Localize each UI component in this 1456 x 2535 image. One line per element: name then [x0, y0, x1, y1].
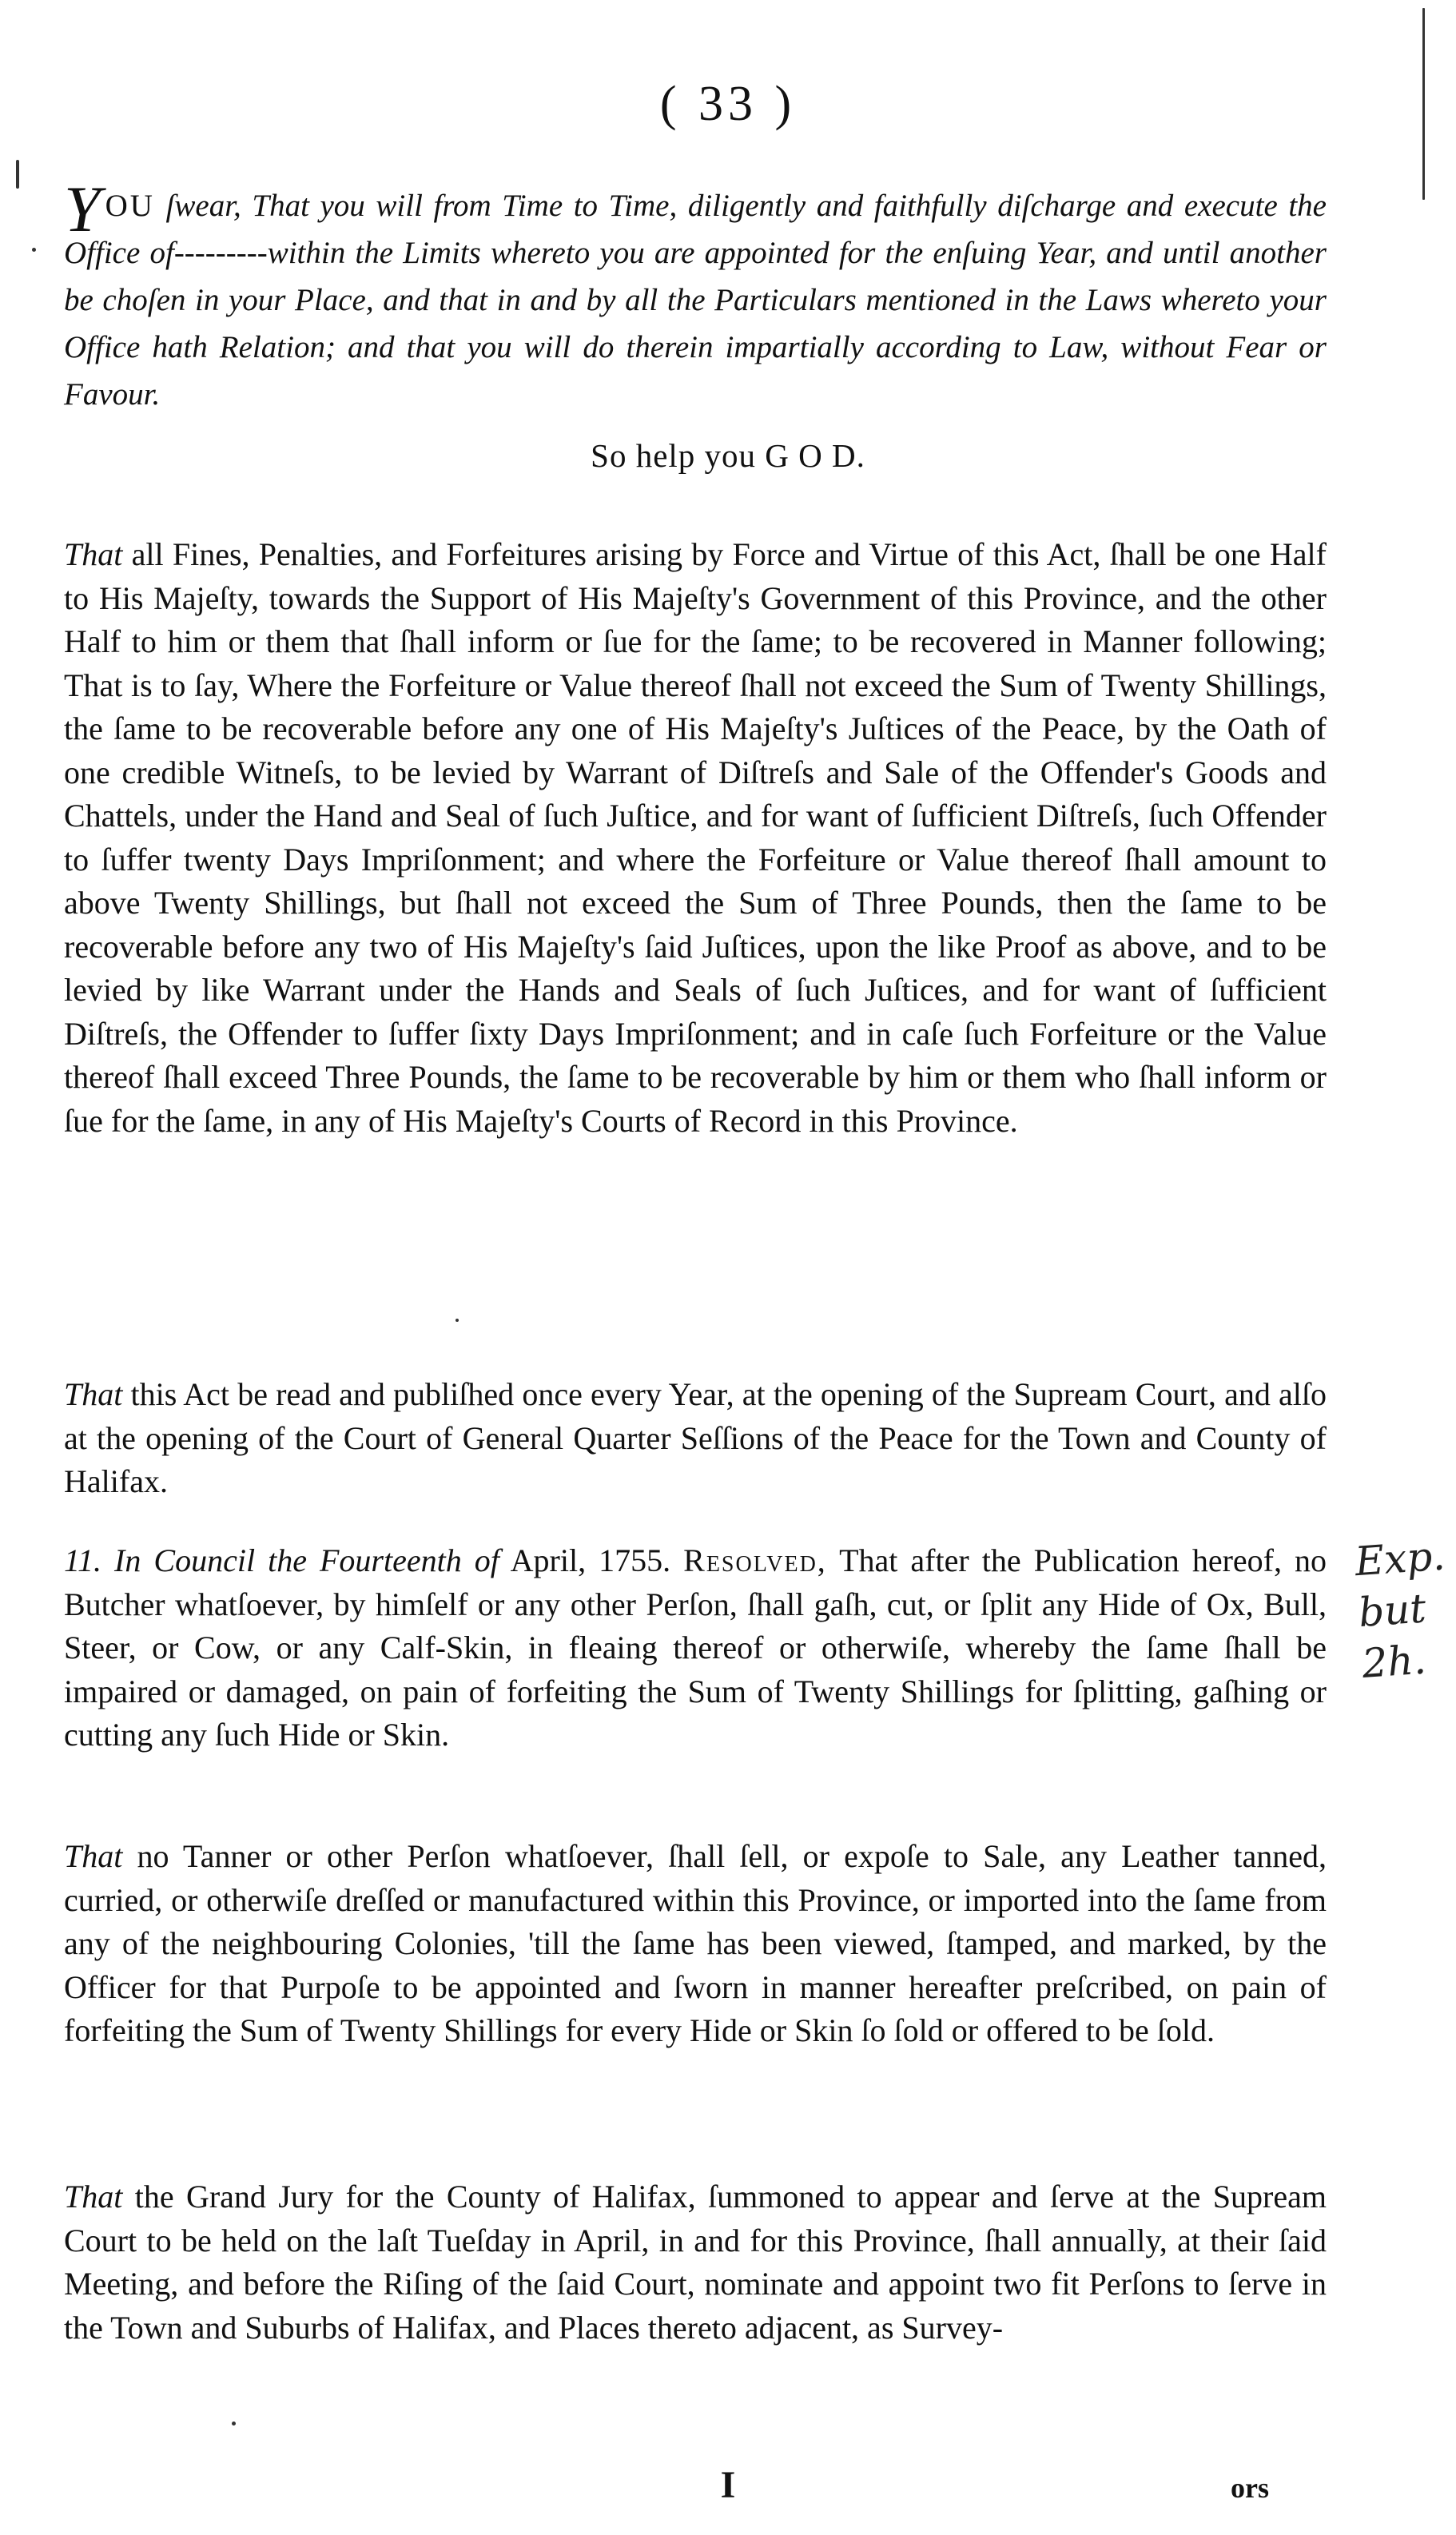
- ink-speck: [1422, 8, 1425, 200]
- ink-speck: [232, 2422, 236, 2426]
- paragraph-fines-penalties: [64, 533, 1327, 1143]
- paragraph-lead: That: [64, 1376, 123, 1412]
- paragraph-tanner-leather: [64, 1835, 1327, 2053]
- paragraph-text: That after the Publication hereof, no Butcher whatſoever, by himſelf or any other Perſon, ſhall gaſh, cut, or ſplit any Hide of Ox, Bull, Steer, or Cow, or any Calf-Skin, in fleaing thereof or otherwiſe, whereby the ſame ſhall be impaired or damaged, on pain of forfeiting the Sum of Twenty Shillings for ſplitting, gaſhing or cutting any ſuch Hide or Skin.: [64, 1542, 1327, 1753]
- page-number: ( 33 ): [659, 77, 797, 131]
- paragraph-grand-jury: [64, 2175, 1327, 2350]
- resolution-date: April, 1755.: [499, 1542, 684, 1578]
- oath-paragraph: [64, 173, 1327, 418]
- paragraph-lead: That: [64, 536, 123, 572]
- paragraph-text: the Grand Jury for the County of Halifax, ſummoned to appear and ſerve at the Supream Court to be held on the laſt Tueſday in April, in and for this Province, ſhall annually, at their ſaid Meeting, and before the Riſing of the ſaid Court, nominate and appoint two fit Perſons to ſerve in the Town and Suburbs of Halifax, and Places thereto adjacent, as Survey-: [64, 2179, 1327, 2346]
- paragraph-text: all Fines, Penalties, and Forfeitures arising by Force and Virtue of this Act, ſhall be one Half to His Majeſty, towards the Support of His Majeſty's Government of this Province, and the other Half to him or them that ſhall inform or ſue for the ſame; to be recovered in Manner following; That is to ſay, Where the Forfeiture or Value thereof ſhall not exceed the Sum of Twenty Shillings, the ſame to be recoverable before any one of His Majeſty's Juſtices of the Peace, by the Oath of one credible Witneſs, to be levied by Warrant of Diſtreſs and Sale of the Offender's Goods and Chattels, under the Hand and Seal of ſuch Juſtice, and for want of ſufficient Diſtreſs, ſuch Offender to ſuffer twenty Days Impriſonment; and where the Forfeiture or Value thereof ſhall amount to above Twenty Shillings, but ſhall not exceed the Sum of Three Pounds, then the ſame to be recoverable before any two of His Majeſty's ſaid Juſtices, upon the like Proof as above, and to be levied by like Warrant under the Hands and Seals of ſuch Juſtices, and for want of ſufficient Diſtreſs, the Offender to ſuffer ſixty Days Impriſonment; and in caſe ſuch Forfeiture or the Value thereof ſhall exceed Three Pounds, the ſame to be recoverable by him or them who ſhall inform or ſue for the ſame, in any of His Majeſty's Courts of Record in this Province.: [64, 536, 1327, 1139]
- signature-mark: I: [720, 2464, 736, 2506]
- ink-speck: [16, 160, 19, 189]
- paragraph-act-publication: [64, 1373, 1327, 1504]
- handwritten-margin-note: Exp. but 2h.: [1353, 1532, 1447, 1687]
- catchword: ors: [1231, 2472, 1269, 2504]
- paragraph-lead: That: [64, 1838, 123, 1874]
- paragraph-text: no Tanner or other Perſon whatſoever, ſhall ſell, or expoſe to Sale, any Leather tanned, curried, or otherwiſe dreſſed or manufactured within this Province, or imported into the ſame from any of the neighbouring Colonies, 'till the ſame has been viewed, ſtamped, and marked, by the Officer for that Purpoſe to be appointed and ſworn in manner hereafter preſcribed, on pain of forfeiting the Sum of Twenty Shillings for every Hide or Skin ſo ſold or offered to be ſold.: [64, 1838, 1327, 2048]
- paragraph-lead: That: [64, 2179, 123, 2215]
- oath-opening-caps: OU: [105, 189, 155, 223]
- resolved-label: Resolved,: [683, 1542, 827, 1578]
- ink-speck: [32, 248, 36, 252]
- oath-text: ſwear, That you will from Time to Time, diligently and faithfully diſcharge and execute the Office of---------within the Limits whereto you are appointed for the enſuing Year, and until another be choſen in your Place, and that in and by all the Particulars mentioned in the Laws whereto your Office hath Relation; and that you will do therein impartially according to Law, without Fear or Favour.: [64, 189, 1327, 412]
- paragraph-lead: 11. In Council the Fourteenth of: [64, 1542, 499, 1578]
- paragraph-text: this Act be read and publiſhed once every Year, at the opening of the Supream Court, and alſo at the opening of the Court of General Quarter Seſſions of the Peace for the Town and County of Halifax.: [64, 1376, 1327, 1499]
- oath-closing: So help you G O D.: [591, 437, 865, 474]
- drop-cap: Y: [64, 173, 101, 245]
- paragraph-council-resolution: [64, 1539, 1327, 1757]
- ink-speck: [455, 1319, 459, 1322]
